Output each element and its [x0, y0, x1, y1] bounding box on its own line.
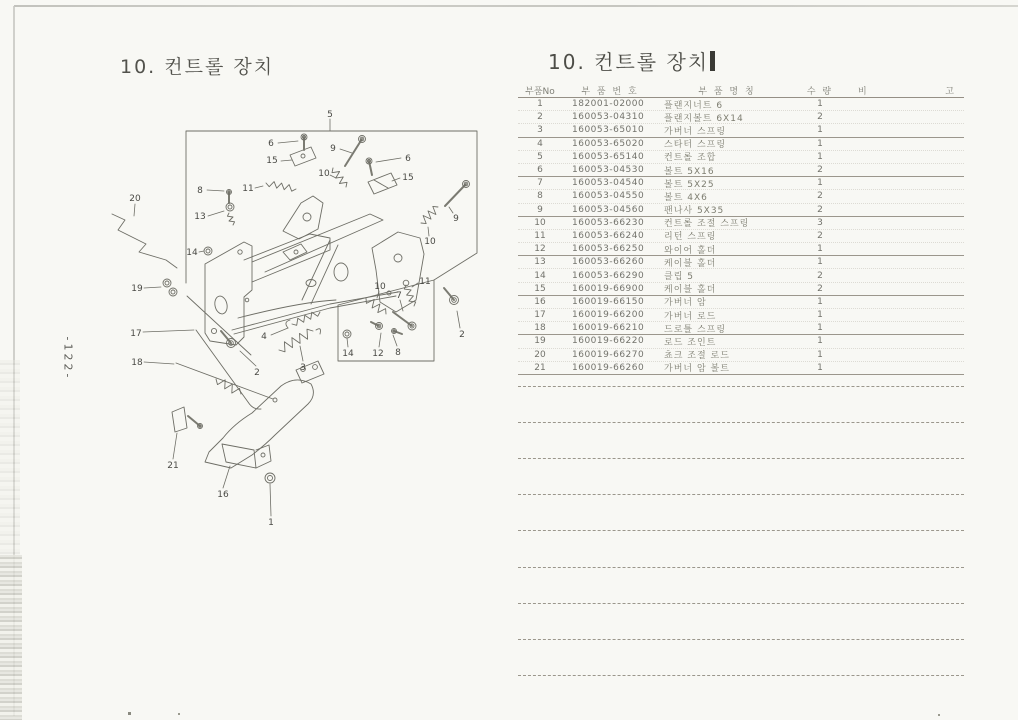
nut — [343, 330, 351, 338]
table-header-row — [518, 84, 964, 98]
callout-number: 10 — [374, 282, 386, 292]
cell-pn: 160019-66220 — [572, 336, 645, 347]
cell-qty: 1 — [817, 151, 823, 162]
cell-qty: 2 — [817, 191, 823, 202]
cell-qty: 2 — [817, 230, 823, 241]
callout-number: 9 — [330, 144, 336, 154]
table-row — [518, 362, 964, 375]
callout-leader-line — [144, 287, 161, 288]
cell-pn: 160053-04550 — [572, 191, 645, 202]
table-row — [518, 269, 964, 282]
callout-number: 21 — [167, 461, 179, 471]
table-row — [518, 217, 964, 230]
header-remark — [844, 84, 964, 97]
callout-number: 6 — [405, 154, 411, 164]
cell-pn: 160053-04540 — [572, 178, 645, 189]
header-part-number: 부 품 번 호 — [581, 87, 639, 97]
spring — [404, 285, 415, 306]
cell-qty: 1 — [817, 336, 823, 347]
cell-nm: 케이블 홀더 — [664, 258, 717, 269]
cell-no: 7 — [537, 178, 543, 189]
cell-nm: 드로틀 스프링 — [664, 324, 727, 335]
cell-nm: 쵸크 조절 로드 — [664, 351, 730, 362]
cell-qty: 2 — [817, 283, 823, 294]
cell-qty: 2 — [817, 165, 823, 176]
callout-leader-line — [376, 158, 401, 162]
cell-nm: 스타터 스프링 — [664, 140, 727, 151]
section-title-right-text: 10. 컨트롤 장치 — [548, 50, 710, 74]
cell-nm: 컨트롤 조합 — [664, 153, 717, 164]
cell-no: 4 — [537, 138, 543, 149]
callout-number: 13 — [194, 212, 206, 222]
cell-qty: 1 — [817, 125, 823, 136]
callout-leader-line — [412, 283, 418, 287]
cell-qty: 1 — [817, 99, 823, 110]
callout-number: 15 — [402, 173, 414, 183]
table-row — [518, 335, 964, 348]
cell-qty: 2 — [817, 270, 823, 281]
callout-number: 11 — [242, 184, 254, 194]
callout-number: 8 — [395, 348, 401, 358]
callout-leader-line — [457, 311, 460, 328]
callout-number: 12 — [372, 349, 384, 359]
table-row — [518, 243, 964, 256]
callout-leader-line — [449, 207, 453, 213]
callout-leader-line — [281, 160, 292, 161]
cell-nm: 팬나사 5X35 — [664, 206, 725, 217]
header-part-name: 부 품 명 칭 — [698, 87, 756, 97]
cell-nm: 가버너 스프링 — [664, 126, 727, 137]
cell-nm: 리턴 스프링 — [664, 232, 717, 243]
callout-number: 20 — [129, 194, 141, 204]
callout-number: 7 — [396, 291, 402, 301]
table-row — [518, 230, 964, 243]
callout-number: 18 — [131, 358, 143, 368]
spring — [227, 213, 234, 225]
table-row — [518, 296, 964, 309]
cell-no: 6 — [537, 165, 543, 176]
cell-pn: 182001-02000 — [572, 99, 645, 110]
nut — [226, 203, 234, 211]
nut-inner — [268, 476, 273, 481]
cell-pn: 160019-66210 — [572, 323, 645, 334]
cell-no: 21 — [534, 362, 546, 373]
callout-number: 2 — [254, 368, 260, 378]
bolt-shaft — [445, 184, 466, 206]
cell-pn: 160019-66260 — [572, 362, 645, 373]
table-row — [518, 98, 964, 111]
nut-inner — [171, 290, 175, 294]
callout-number: 10 — [424, 237, 436, 247]
callout-number: 5 — [327, 110, 333, 120]
nut-inner — [165, 281, 169, 285]
callout-number: 14 — [342, 349, 354, 359]
spring — [366, 298, 386, 314]
cell-pn: 160053-66260 — [572, 257, 645, 268]
diagram-fasteners-and-springs — [163, 134, 470, 483]
cell-qty: 1 — [817, 178, 823, 189]
callout-number: 9 — [453, 214, 459, 224]
cell-qty: 1 — [817, 138, 823, 149]
nut — [204, 247, 212, 255]
cell-nm: 가버너 로드 — [664, 311, 717, 322]
cell-no: 16 — [534, 296, 546, 307]
callout-leader-line — [340, 149, 352, 153]
cell-nm: 가버너 암 — [664, 298, 707, 309]
callout-leader-line — [278, 141, 298, 143]
table-rows — [518, 98, 964, 375]
callout-number: 19 — [131, 284, 143, 294]
cell-qty: 1 — [817, 323, 823, 334]
cell-nm: 볼트 5X25 — [664, 179, 715, 190]
cell-no: 9 — [537, 204, 543, 215]
callout-leader-line — [393, 335, 397, 346]
table-row — [518, 322, 964, 335]
callout-leader-line — [207, 190, 224, 191]
nut-inner — [206, 249, 210, 253]
callout-number: 1 — [268, 518, 274, 528]
cell-no: 13 — [534, 257, 546, 268]
cell-no: 18 — [534, 323, 546, 334]
cell-nm: 볼트 5X16 — [664, 166, 715, 177]
nut — [169, 288, 177, 296]
cell-nm: 케이블 홀더 — [664, 285, 717, 296]
cell-pn: 160053-66230 — [572, 217, 645, 228]
cell-qty: 1 — [817, 257, 823, 268]
cell-pn: 160053-65140 — [572, 151, 645, 162]
callout-number: 14 — [186, 248, 198, 258]
cell-qty: 1 — [817, 244, 823, 255]
table-row — [518, 164, 964, 177]
callout-leader-line — [134, 204, 135, 216]
spring — [266, 182, 296, 192]
diagram-main-bracket — [205, 147, 424, 345]
cell-no: 20 — [534, 349, 546, 360]
cell-pn: 160053-66290 — [572, 270, 645, 281]
callout-number: 11 — [419, 277, 431, 287]
cell-no: 12 — [534, 244, 546, 255]
table-row — [518, 124, 964, 137]
callout-leader-line — [300, 346, 303, 361]
table-row — [518, 151, 964, 164]
header-part-no: 부품No — [525, 87, 555, 97]
callout-leader-line — [144, 362, 174, 364]
table-row — [518, 177, 964, 190]
header-remark-right: 고 — [945, 87, 954, 97]
callout-leader-line — [347, 338, 348, 347]
cell-pn: 160053-04530 — [572, 165, 645, 176]
cell-nm: 컨트롤 조절 스프링 — [664, 219, 750, 230]
callout-leader-line — [270, 484, 271, 516]
cell-nm: 가버너 암 볼트 — [664, 364, 730, 375]
cell-no: 11 — [534, 230, 546, 241]
cell-nm: 볼트 4X6 — [664, 192, 708, 203]
page-number: -122- — [61, 336, 75, 381]
table-row — [518, 283, 964, 296]
diagram-callouts — [129, 110, 465, 528]
cell-qty: 2 — [817, 112, 823, 123]
cell-no: 5 — [537, 151, 543, 162]
callout-leader-line — [379, 333, 381, 347]
callout-leader-line — [173, 433, 177, 459]
table-row — [518, 349, 964, 362]
cell-pn: 160019-66900 — [572, 283, 645, 294]
callout-number: 15 — [266, 156, 278, 166]
table-row — [518, 138, 964, 151]
callout-number: 16 — [217, 490, 229, 500]
cell-no: 14 — [534, 270, 546, 281]
bolt-shaft — [345, 139, 362, 166]
callout-leader-line — [330, 175, 336, 178]
callout-number: 6 — [268, 139, 274, 149]
cell-no: 1 — [537, 99, 543, 110]
bolt-shaft — [393, 312, 412, 326]
header-qty: 수 량 — [806, 87, 834, 97]
section-title-left: 10. 컨트롤 장치 — [120, 56, 275, 78]
callout-leader-line — [255, 186, 263, 188]
cell-pn: 160019-66150 — [572, 296, 645, 307]
cell-pn: 160053-04560 — [572, 204, 645, 215]
header-remark-left: 비 — [858, 87, 867, 97]
callout-leader-line — [223, 466, 230, 488]
cell-pn: 160019-66200 — [572, 310, 645, 321]
callout-leader-line — [199, 251, 204, 252]
callout-number: 8 — [197, 186, 203, 196]
cell-pn: 160053-66240 — [572, 230, 645, 241]
diagram-governor-arm — [172, 361, 324, 468]
cell-qty: 2 — [817, 204, 823, 215]
callout-number: 10 — [318, 169, 330, 179]
cell-qty: 1 — [817, 310, 823, 321]
callout-number: 3 — [300, 363, 306, 373]
nut-inner — [228, 205, 232, 209]
nut — [163, 279, 171, 287]
parts-table — [518, 84, 964, 375]
cell-pn: 160053-66250 — [572, 244, 645, 255]
cell-qty: 3 — [817, 217, 823, 228]
spring — [279, 329, 313, 352]
callout-leader-line — [143, 330, 194, 332]
table-row — [518, 111, 964, 124]
callout-number: 17 — [130, 329, 142, 339]
callout-number: 4 — [261, 332, 267, 342]
cell-no: 2 — [537, 112, 543, 123]
cell-pn: 160053-65020 — [572, 138, 645, 149]
cell-pn: 160053-65010 — [572, 125, 645, 136]
callout-leader-line — [271, 328, 288, 335]
cell-qty: 1 — [817, 296, 823, 307]
cell-no: 3 — [537, 125, 543, 136]
table-row — [518, 256, 964, 269]
cell-qty: 1 — [817, 362, 823, 373]
cell-pn: 160053-04310 — [572, 112, 645, 123]
cell-nm: 와이어 홀더 — [664, 245, 717, 256]
cell-nm: 플랜지너트 6 — [664, 100, 724, 111]
cell-no: 15 — [534, 283, 546, 294]
nut-inner — [345, 332, 349, 336]
cell-qty: 1 — [817, 349, 823, 360]
cell-nm: 플랜지볼트 6X14 — [664, 113, 744, 124]
callout-number: 2 — [459, 330, 465, 340]
cell-no: 17 — [534, 310, 546, 321]
nut — [265, 473, 275, 483]
table-row — [518, 309, 964, 322]
cell-nm: 클립 5 — [664, 272, 694, 283]
spring — [421, 206, 438, 223]
callout-leader-line — [208, 211, 224, 216]
cell-nm: 로드 조인트 — [664, 337, 717, 348]
cell-no: 8 — [537, 191, 543, 202]
callout-leader-line — [392, 178, 400, 181]
cell-pn: 160019-66270 — [572, 349, 645, 360]
cell-no: 10 — [534, 217, 546, 228]
callout-leader-line — [428, 227, 429, 236]
spring — [292, 312, 320, 325]
table-row — [518, 190, 964, 203]
table-row — [518, 204, 964, 217]
cell-no: 19 — [534, 336, 546, 347]
callout-leader-line — [240, 351, 256, 366]
